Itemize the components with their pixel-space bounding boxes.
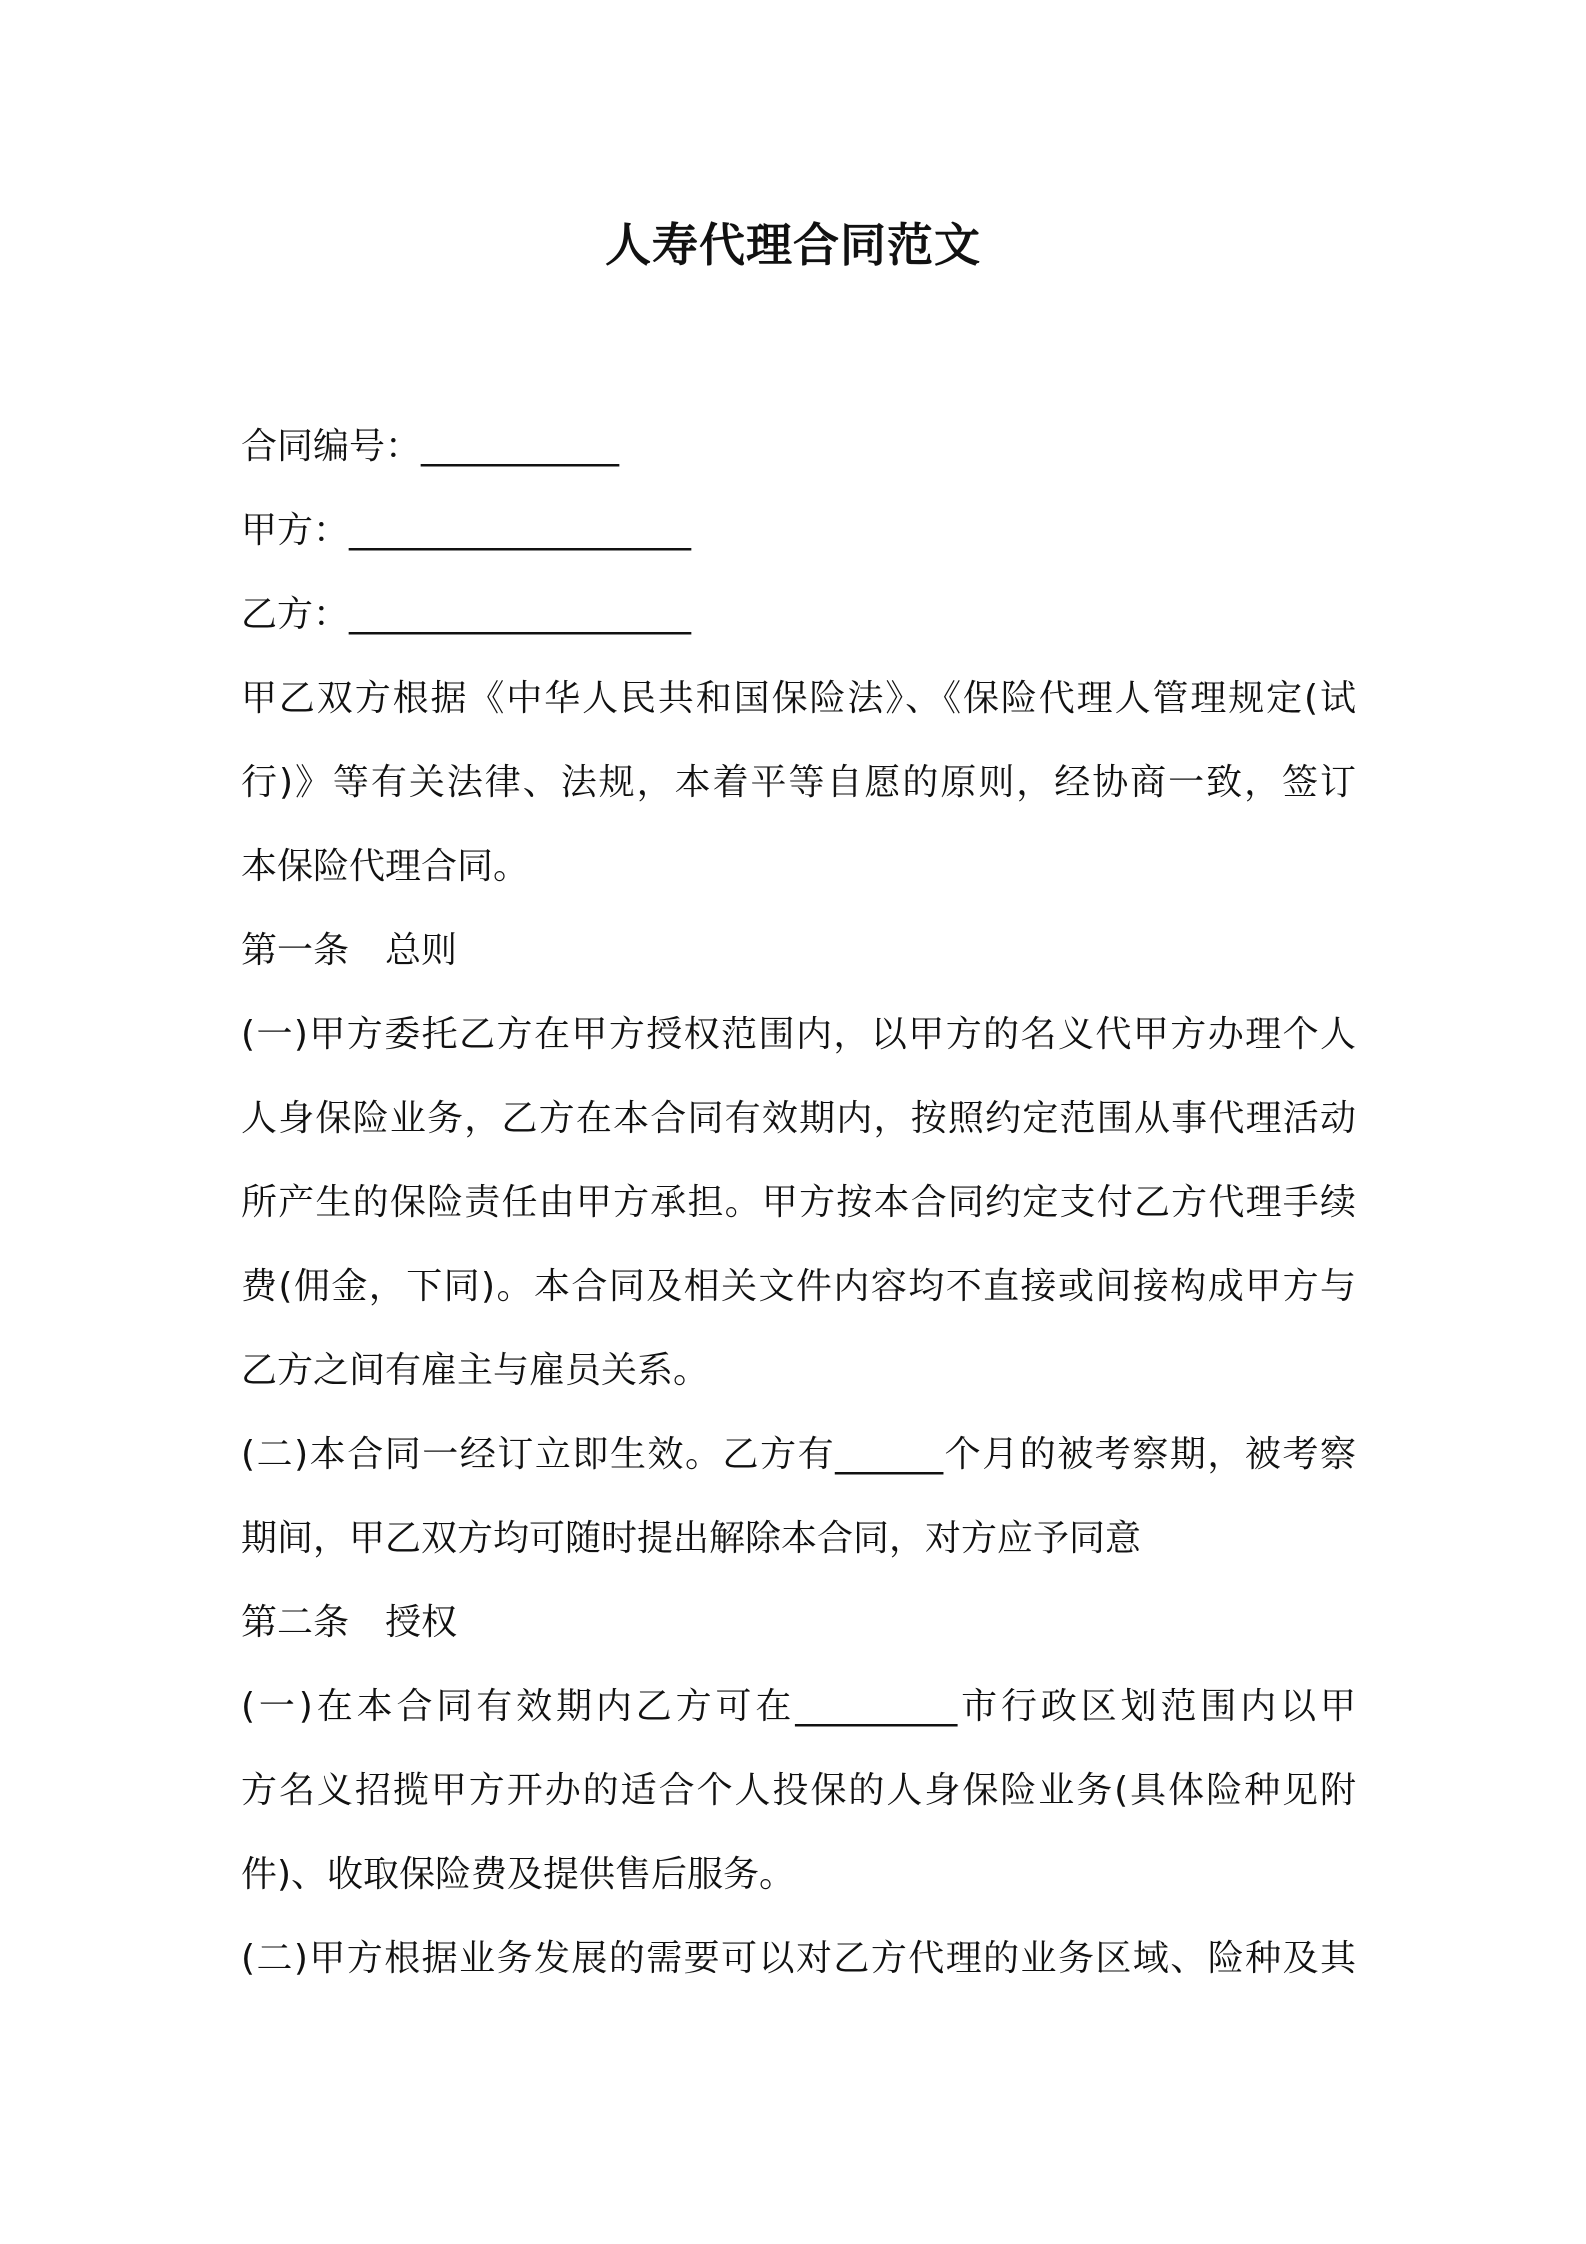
- document-body: [241, 405, 1356, 2001]
- article-2-para-2-line-1: [241, 1917, 1356, 2001]
- party-a-text: 甲方：___________________: [241, 510, 692, 551]
- article-2-para-1-line-3: [241, 1833, 1356, 1917]
- article-1-para-1-text-5: 乙方之间有雇主与雇员关系。: [241, 1350, 710, 1391]
- preamble-line-2: [241, 741, 1356, 825]
- article-1-para-1-text-3: 所产生的保险责任由甲方承担。甲方按本合同约定支付乙方代理手续: [241, 1182, 1356, 1223]
- article-1-para-2-text-1: (二)本合同一经订立即生效。乙方有______个月的被考察期，被考察: [241, 1434, 1356, 1475]
- article-1-heading: [241, 909, 1356, 993]
- article-2-para-1-text-1: (一)在本合同有效期内乙方可在_________市行政区划范围内以甲: [241, 1686, 1356, 1727]
- article-2-para-1-line-2: [241, 1749, 1356, 1833]
- preamble-text-2: 行)》等有关法律、法规，本着平等自愿的原则，经协商一致，签订: [241, 762, 1356, 803]
- article-1-para-2-text-2: 期间，甲乙双方均可随时提出解除本合同，对方应予同意: [241, 1518, 1142, 1559]
- preamble-text-1: 甲乙双方根据《中华人民共和国保险法》、《保险代理人管理规定(试: [241, 678, 1356, 719]
- article-2-heading: [241, 1581, 1356, 1665]
- article-1-para-1-text-4: 费(佣金，下同)。本合同及相关文件内容均不直接或间接构成甲方与: [241, 1266, 1356, 1307]
- article-2-para-1-text-2: 方名义招揽甲方开办的适合个人投保的人身保险业务(具体险种见附: [241, 1770, 1356, 1811]
- preamble-line-1: [241, 657, 1356, 741]
- article-1-para-1-line-1: [241, 993, 1356, 1077]
- article-1-para-2-line-1: [241, 1413, 1356, 1497]
- article-1-para-1-line-3: [241, 1161, 1356, 1245]
- article-1-para-1-line-2: [241, 1077, 1356, 1161]
- article-2-para-2-text-1: (二)甲方根据业务发展的需要可以对乙方代理的业务区域、险种及其: [241, 1938, 1356, 1979]
- contract-number-line: [241, 405, 1356, 489]
- article-2-para-1-line-1: [241, 1665, 1356, 1749]
- party-a-line: [241, 489, 1356, 573]
- article-2-heading-text: 第二条 授权: [241, 1602, 458, 1643]
- article-2-para-1-text-3: 件)、收取保险费及提供售后服务。: [241, 1854, 796, 1895]
- article-1-para-1-line-4: [241, 1245, 1356, 1329]
- preamble-line-3: [241, 825, 1356, 909]
- article-1-heading-text: 第一条 总则: [241, 930, 458, 971]
- preamble-text-3: 本保险代理合同。: [241, 846, 530, 887]
- party-b-text: 乙方：___________________: [241, 594, 692, 635]
- article-1-para-2-line-2: [241, 1497, 1356, 1581]
- party-b-line: [241, 573, 1356, 657]
- article-1-para-1-text-1: (一)甲方委托乙方在甲方授权范围内，以甲方的名义代甲方办理个人: [241, 1014, 1356, 1055]
- article-1-para-1-text-2: 人身保险业务，乙方在本合同有效期内，按照约定范围从事代理活动: [241, 1098, 1356, 1139]
- article-1-para-1-line-5: [241, 1329, 1356, 1413]
- document-title: 人寿代理合同范文: [605, 218, 981, 272]
- contract-number-text: 合同编号：___________: [241, 426, 620, 467]
